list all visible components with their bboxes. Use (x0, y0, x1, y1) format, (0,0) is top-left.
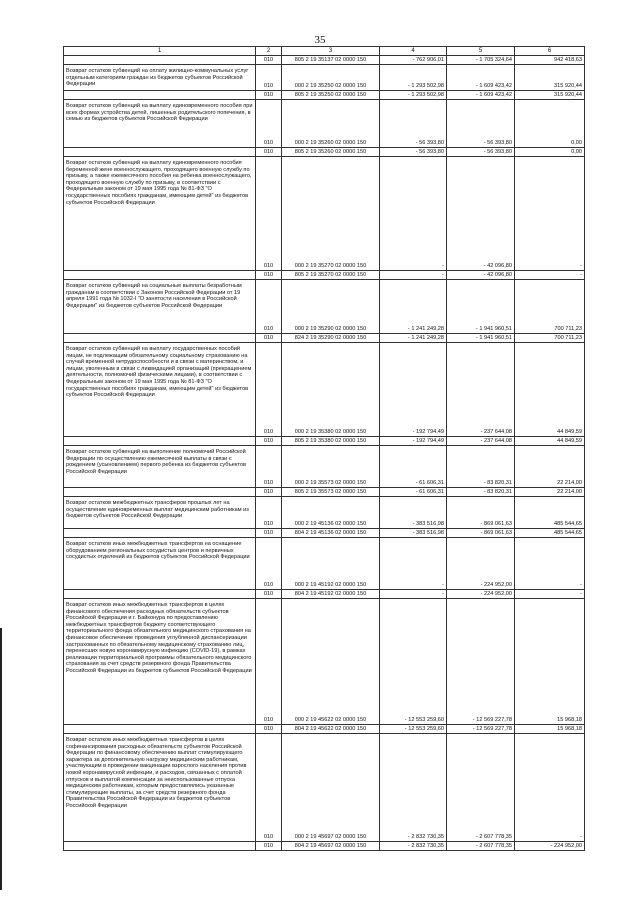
row-value-col5: - 869 061,63 (447, 497, 515, 529)
row-description: Возврат остатков межбюджетных трансферов прошлых лет на осуществление единовременных выплат медицинским работникам из бюджетов субъектов Российской Федерации (64, 497, 256, 529)
row-description-empty (64, 725, 256, 734)
row-value-col5: - 224 952,00 (447, 538, 515, 590)
row-line-code: 010 (256, 437, 282, 446)
row-value-col6: - (515, 734, 585, 842)
row-value-col6: 485 544,65 (515, 497, 585, 529)
row-description-empty (64, 842, 256, 851)
row-value-col5: - 1 609 423,42 (447, 91, 515, 100)
table-row (64, 488, 585, 497)
row-value-col5: - 224 952,00 (447, 590, 515, 599)
row-line-code: 010 (256, 446, 282, 488)
row-value-col4: - (380, 538, 447, 590)
row-value-col6: 315 920,44 (515, 91, 585, 100)
row-value-col4: - 1 293 502,98 (380, 65, 447, 91)
row-budget-code: 000 2 19 35380 02 0000 150 (282, 343, 380, 437)
row-value-col4: - 192 794,49 (380, 343, 447, 437)
header-cell: 5 (447, 47, 515, 56)
row-value-col5: - 12 569 227,78 (447, 725, 515, 734)
row-value-col5: - 2 607 778,35 (447, 734, 515, 842)
row-value-col5: - 12 569 227,78 (447, 599, 515, 725)
row-value-col6: - (515, 271, 585, 280)
table-row (64, 538, 585, 590)
row-description: Возврат остатков иных межбюджетных трансфертов в целях софинансирования расходных обязательств субъектов Российской Федерации по финансовому обеспечению выплат стимулирующего характера за дополнительную нагрузку медицинским работникам, участвующим в проведении вакцинации взрослого населения против новой коронавирусной инфекции, и расходов, связанных с оплатой отпусков и выплатой компенсации за неиспользованные отпуска медицинским работникам, которым предоставлялись указанные стимулирующие выплаты, за счет средств резервного фонда Правительства Российской Федерации из бюджетов субъектов Российской Федерации (64, 734, 256, 842)
row-budget-code: 804 2 19 45697 02 0000 150 (282, 842, 380, 851)
row-value-col5: - 1 705 324,64 (447, 56, 515, 65)
row-line-code: 010 (256, 599, 282, 725)
row-budget-code: 805 2 19 35137 02 0000 150 (282, 56, 380, 65)
row-value-col4: - 1 293 502,98 (380, 91, 447, 100)
row-budget-code: 804 2 19 45136 02 0000 150 (282, 529, 380, 538)
table-row (64, 280, 585, 334)
row-value-col4: - 61 606,31 (380, 446, 447, 488)
header-cell: 2 (256, 47, 282, 56)
table-row (64, 56, 585, 65)
row-value-col5: - 56 393,80 (447, 148, 515, 157)
row-description: Возврат остатков субвенций на выплату единовременного пособия при всех формах устройства детей, лишенных родительского попечения, в семью из бюджетов субъектов Российской Федерации (64, 100, 256, 148)
table-row (64, 437, 585, 446)
row-value-col4: - 56 393,80 (380, 100, 447, 148)
row-description: Возврат остатков субвенций на социальные выплаты безработным гражданам в соответствии с Законом Российской Федерации от 19 апреля 1991 года № 1032-I "О занятости населения в Российской Федерации" из бюджетов субъектов Российской Федерации (64, 280, 256, 334)
row-line-code: 010 (256, 56, 282, 65)
row-value-col4: - 12 553 259,60 (380, 725, 447, 734)
row-line-code: 010 (256, 334, 282, 343)
row-description-empty (64, 91, 256, 100)
row-description-empty (64, 437, 256, 446)
row-value-col6: 0,00 (515, 100, 585, 148)
row-value-col6: - (515, 538, 585, 590)
table-row (64, 157, 585, 271)
row-value-col4: - 192 794,49 (380, 437, 447, 446)
row-value-col5: - 1 941 960,51 (447, 280, 515, 334)
row-value-col6: 485 544,65 (515, 529, 585, 538)
header-cell: 6 (515, 47, 585, 56)
row-value-col6: 44 849,59 (515, 343, 585, 437)
row-value-col5: - 237 644,08 (447, 343, 515, 437)
row-line-code: 010 (256, 280, 282, 334)
row-description: Возврат остатков субвенций на выплату единовременного пособия беременной жене военнослужащего, проходящего военную службу по призыву, а также ежемесячного пособия на ребенка военнослужащего, проходящего военную службу по призыву, в соответствии с Федеральным законом от 19 мая 1995 года № 81-ФЗ "О государственных пособиях гражданам, имеющим детей" из бюджетов субъектов Российской Федерации (64, 157, 256, 271)
row-value-col6: 44 849,59 (515, 437, 585, 446)
row-value-col5: - 1 941 960,51 (447, 334, 515, 343)
header-cell: 3 (282, 47, 380, 56)
scan-edge-mark (0, 628, 2, 890)
row-budget-code: 000 2 19 35573 02 0000 150 (282, 446, 380, 488)
header-cell: 1 (64, 47, 256, 56)
row-value-col4: - 762 906,01 (380, 56, 447, 65)
row-value-col6: - (515, 157, 585, 271)
row-value-col6: - (515, 590, 585, 599)
row-value-col4: - 56 393,80 (380, 148, 447, 157)
row-budget-code: 000 2 19 35250 02 0000 150 (282, 65, 380, 91)
row-value-col5: - 237 644,08 (447, 437, 515, 446)
row-budget-code: 805 2 19 35270 02 0000 150 (282, 271, 380, 280)
header-cell: 4 (380, 47, 447, 56)
table-row (64, 725, 585, 734)
row-value-col4: - 1 241 249,28 (380, 334, 447, 343)
row-description-empty (64, 529, 256, 538)
row-line-code: 010 (256, 100, 282, 148)
row-description-empty (64, 148, 256, 157)
row-value-col4: - 1 241 249,28 (380, 280, 447, 334)
row-value-col6: 315 920,44 (515, 65, 585, 91)
row-line-code: 010 (256, 157, 282, 271)
row-value-col4: - (380, 590, 447, 599)
row-line-code: 010 (256, 497, 282, 529)
table-row (64, 734, 585, 842)
column-number-header (64, 47, 585, 56)
page-number: 35 (314, 34, 326, 46)
row-budget-code: 805 2 19 35250 02 0000 150 (282, 91, 380, 100)
row-description-empty (64, 334, 256, 343)
row-value-col6: 22 214,00 (515, 446, 585, 488)
row-value-col4: - 2 832 730,35 (380, 842, 447, 851)
row-budget-code: 805 2 19 35260 02 0000 150 (282, 148, 380, 157)
table-row (64, 599, 585, 725)
row-value-col5: - 1 609 423,42 (447, 65, 515, 91)
row-line-code: 010 (256, 590, 282, 599)
row-line-code: 010 (256, 538, 282, 590)
row-value-col5: - 2 607 778,35 (447, 842, 515, 851)
row-value-col5: - 56 393,80 (447, 100, 515, 148)
row-description: Возврат остатков субвенций на оплату жилищно-коммунальных услуг отдельным категориям граждан из бюджетов субъектов Российской Федерации (64, 65, 256, 91)
row-value-col4: - 2 832 730,35 (380, 734, 447, 842)
row-line-code: 010 (256, 65, 282, 91)
row-value-col6: 15 968,18 (515, 725, 585, 734)
row-line-code: 010 (256, 529, 282, 538)
row-description: Возврат остатков иных межбюджетных трансфертов в целях финансового обеспечения расходных обязательств субъектов Российской Федерации и г. Байконура по предоставлению межбюджетных трансфертов бюджету соответствующего территориального фонда обязательного медицинского страхования на финансовое обеспечение проведения углубленной диспансеризации застрахованных по обязательному медицинскому страхованию лиц, перенесших новую коронавирусную инфекцию (COVID-19), в рамках реализации территориальной программы обязательного медицинского страхования за счет средств резервного фонда Правительства Российской Федерации из бюджетов субъектов Российской Федерации (64, 599, 256, 725)
row-value-col4: - 383 516,98 (380, 497, 447, 529)
table-row (64, 91, 585, 100)
row-budget-code: 804 2 19 45622 02 0000 150 (282, 725, 380, 734)
table-row (64, 100, 585, 148)
row-budget-code: 000 2 19 45192 02 0000 150 (282, 538, 380, 590)
row-line-code: 010 (256, 343, 282, 437)
row-value-col5: - 83 820,31 (447, 446, 515, 488)
row-description (64, 56, 256, 65)
row-value-col5: - 42 096,80 (447, 157, 515, 271)
row-value-col4: - 61 606,31 (380, 488, 447, 497)
table-row (64, 842, 585, 851)
row-value-col4: - 383 516,98 (380, 529, 447, 538)
table-row (64, 446, 585, 488)
row-budget-code: 000 2 19 35260 02 0000 150 (282, 100, 380, 148)
row-budget-code: 804 2 19 45192 02 0000 150 (282, 590, 380, 599)
row-value-col5: - 869 061,63 (447, 529, 515, 538)
budget-return-table (63, 46, 585, 851)
row-value-col4: - (380, 271, 447, 280)
row-value-col6: 942 418,63 (515, 56, 585, 65)
row-budget-code: 824 2 19 35290 02 0000 150 (282, 334, 380, 343)
table-row (64, 148, 585, 157)
row-value-col4: - (380, 157, 447, 271)
row-line-code: 010 (256, 271, 282, 280)
row-description-empty (64, 590, 256, 599)
table-row (64, 497, 585, 529)
table-row (64, 271, 585, 280)
row-line-code: 010 (256, 734, 282, 842)
row-description: Возврат остатков субвенций на выплату государственных пособий лицам, не подлежащим обязательному социальному страхованию на случай временной нетрудоспособности и в связи с материнством, и лицам, уволенным в связи с ликвидацией организаций (прекращением деятельности, полномочий физическими лицами), в соответствии с Федеральным законом от 19 мая 1995 года № 81-ФЗ "О государственных пособиях гражданам, имеющим детей" из бюджетов субъектов Российской Федерации (64, 343, 256, 437)
table-row (64, 343, 585, 437)
row-description: Возврат остатков субвенций на выполнение полномочий Российской Федерации по осуществлению ежемесячной выплаты в связи с рождением (усыновлением) первого ребенка из бюджетов субъектов Российской Федерации (64, 446, 256, 488)
row-description-empty (64, 488, 256, 497)
row-value-col4: - 12 553 259,60 (380, 599, 447, 725)
row-line-code: 010 (256, 488, 282, 497)
row-value-col6: 700 711,23 (515, 334, 585, 343)
row-budget-code: 000 2 19 35290 02 0000 150 (282, 280, 380, 334)
row-description: Возврат остатков иных межбюджетных трансфертов на оснащение оборудованием региональных сосудистых центров и первичных сосудистых отделений из бюджетов субъектов Российской Федерации (64, 538, 256, 590)
row-value-col6: 15 968,18 (515, 599, 585, 725)
row-line-code: 010 (256, 725, 282, 734)
table-row (64, 334, 585, 343)
table-row (64, 529, 585, 538)
row-line-code: 010 (256, 91, 282, 100)
row-budget-code: 805 2 19 35380 02 0000 150 (282, 437, 380, 446)
row-description-empty (64, 271, 256, 280)
table-row (64, 65, 585, 91)
row-value-col6: 700 711,23 (515, 280, 585, 334)
row-value-col6: 22 214,00 (515, 488, 585, 497)
row-value-col6: 0,00 (515, 148, 585, 157)
row-budget-code: 000 2 19 45136 02 0000 150 (282, 497, 380, 529)
row-budget-code: 000 2 19 35270 02 0000 150 (282, 157, 380, 271)
row-value-col6: - 224 952,00 (515, 842, 585, 851)
table-row (64, 590, 585, 599)
row-budget-code: 805 2 19 35573 02 0000 150 (282, 488, 380, 497)
row-budget-code: 000 2 19 45697 02 0000 150 (282, 734, 380, 842)
row-line-code: 010 (256, 842, 282, 851)
row-line-code: 010 (256, 148, 282, 157)
row-budget-code: 000 2 19 45622 02 0000 150 (282, 599, 380, 725)
row-value-col5: - 42 096,80 (447, 271, 515, 280)
row-value-col5: - 83 820,31 (447, 488, 515, 497)
